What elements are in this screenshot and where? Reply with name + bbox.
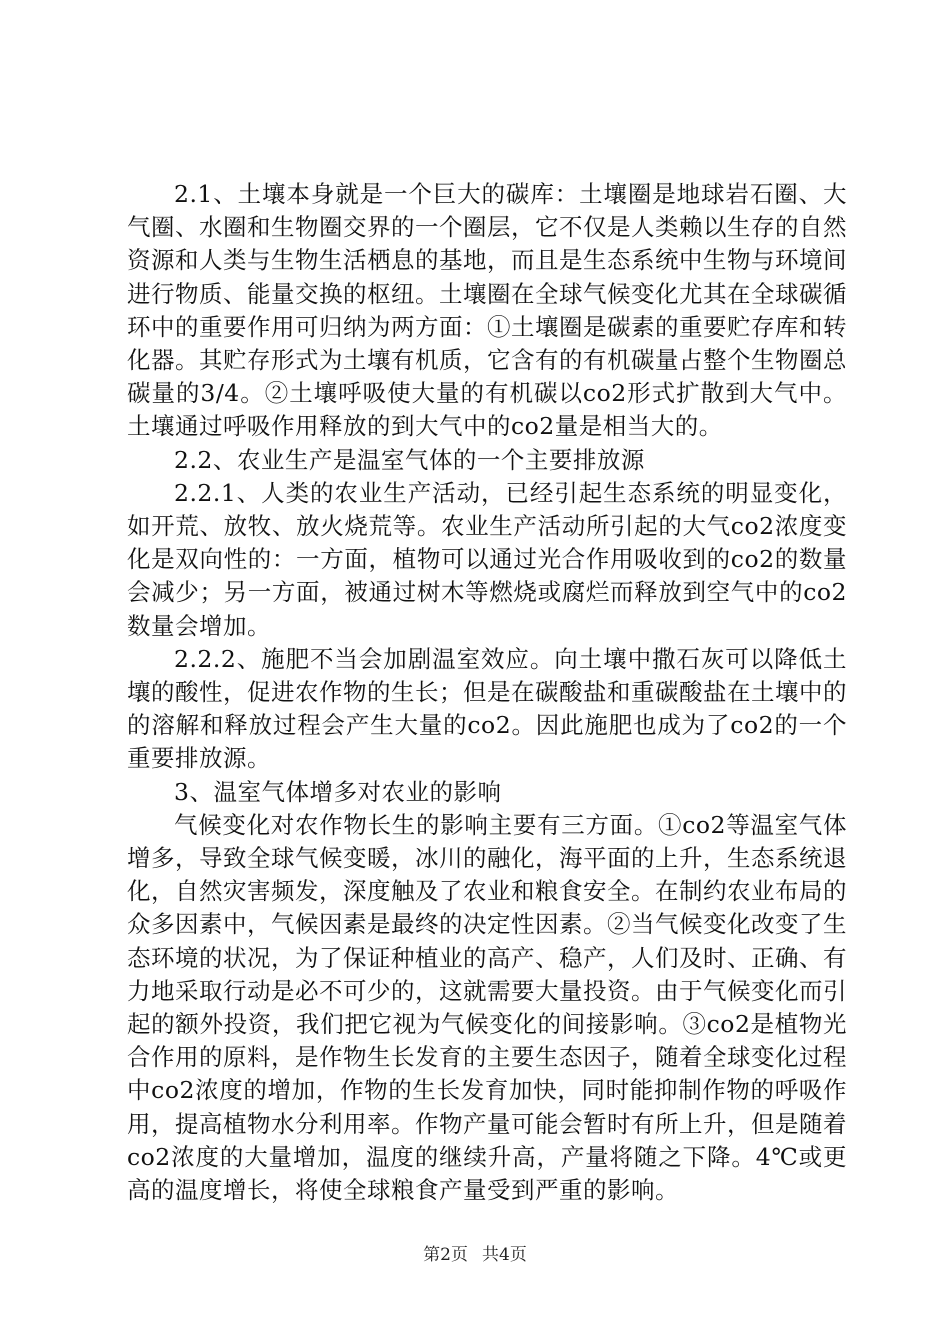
page-number: 第2页 [423,1245,468,1265]
heading-agriculture-emission-source: 2.2、农业生产是温室气体的一个主要排放源 [174,445,645,474]
paragraph-agricultural-activity: 2.2.1、人类的农业生产活动，已经引起生态系统的明显变化，如开荒、放牧、放火烧荒等。农业生产活动所引起的大气co2浓度变化是双向性的：一方面，植物可以通过光合作用吸收到的co2的数量会减少；另一方面，被通过树木等燃烧或腐烂而释放到空气中的co2数量会增加。 [127,478,847,640]
paragraph-fertilization: 2.2.2、施肥不当会加剧温室效应。向土壤中撒石灰可以降低土壤的酸性，促进农作物的生长；但是在碳酸盐和重碳酸盐在土壤中的的溶解和释放过程会产生大量的co2。因此施肥也成为了co2的一个重要排放源。 [127,644,847,773]
paragraph-climate-change-effects: 气候变化对农作物长生的影响主要有三方面。①co2等温室气体增多，导致全球气候变暖，冰川的融化，海平面的上升，生态系统退化，自然灾害频发，深度触及了农业和粮食安全。在制约农业布局的众多因素中，气候因素是最终的决定性因素。②当气候变化改变了生态环境的状况，为了保证种植业的高产、稳产，人们及时、正确、有力地采取行动是必不可少的，这就需要大量投资。由于气候变化而引起的额外投资，我们把它视为气候变化的间接影响。③co2是植物光合作用的原料，是作物生长发育的主要生态因子，随着全球变化过程中co2浓度的增加，作物的生长发育加快，同时能抑制作物的呼吸作用，提高植物水分利用率。作物产量可能会暂时有所上升，但是随着co2浓度的大量增加，温度的继续升高，产量将随之下降。4℃或更高的温度增长，将使全球粮食产量受到严重的影响。 [127,810,847,1205]
page-total: 共4页 [482,1245,527,1265]
document-body [127,178,847,1207]
page-footer [0,1244,950,1266]
heading-greenhouse-impact: 3、温室气体增多对农业的影响 [174,777,502,806]
paragraph-soil-carbon-pool: 2.1、土壤本身就是一个巨大的碳库：土壤圈是地球岩石圈、大气圈、水圈和生物圈交界的一个圈层，它不仅是人类赖以生存的自然资源和人类与生物生活栖息的基地，而且是生态系统中生物与环境间进行物质、能量交换的枢纽。土壤圈在全球气候变化尤其在全球碳循环中的重要作用可归纳为两方面：①土壤圈是碳素的重要贮存库和转化器。其贮存形式为土壤有机质，它含有的有机碳量占整个生物圈总碳量的3/4。②土壤呼吸使大量的有机碳以co2形式扩散到大气中。土壤通过呼吸作用释放的到大气中的co2量是相当大的。 [127,180,847,441]
